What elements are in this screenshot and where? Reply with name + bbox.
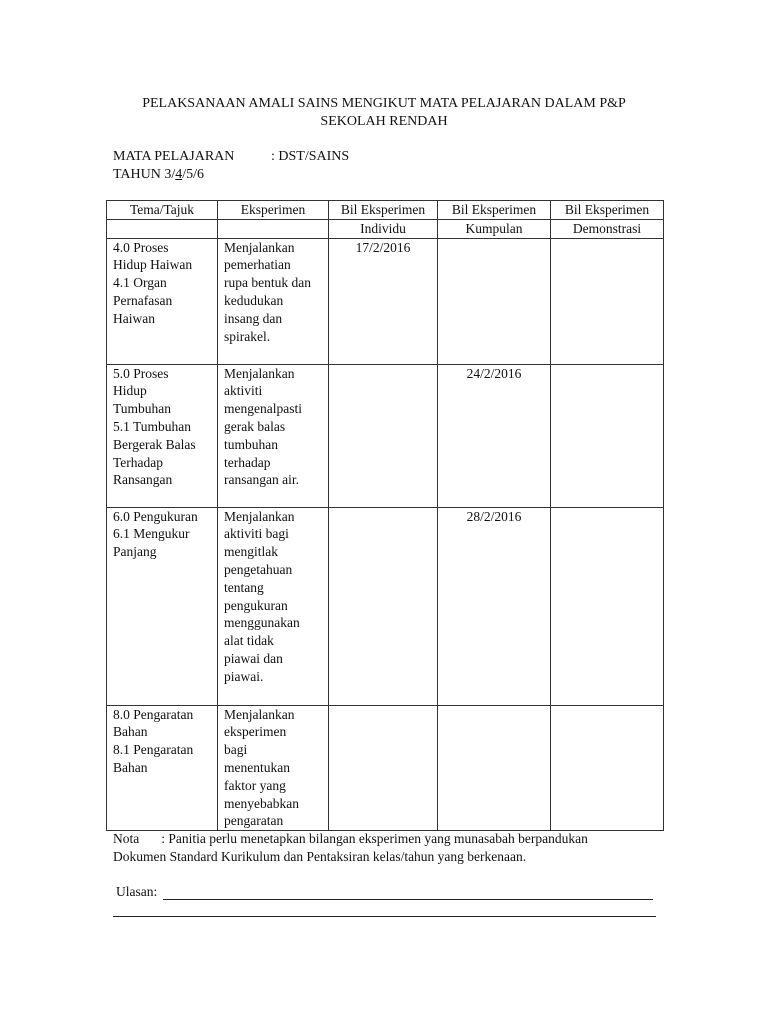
kumpulan-cell bbox=[438, 705, 551, 831]
note-text-2: Dokumen Standard Kurikulum dan Pentaksiran kelas/tahun yang berkenaan. bbox=[113, 849, 527, 864]
cell-line: Tumbuhan bbox=[113, 401, 172, 417]
year-rest: /5/6 bbox=[182, 167, 205, 182]
individu-cell bbox=[329, 364, 438, 507]
table-row bbox=[107, 364, 664, 507]
cell-line: Pernafasan bbox=[113, 292, 173, 308]
header-bil-kumpulan: Bil Eksperimen bbox=[438, 201, 551, 220]
demonstrasi-cell bbox=[551, 238, 664, 364]
cell-line: Ransangan bbox=[113, 472, 173, 488]
eksperimen-cell bbox=[218, 238, 329, 364]
tema-cell bbox=[107, 364, 218, 507]
cell-line: menyebabkan bbox=[224, 795, 299, 811]
eksperimen-cell bbox=[218, 507, 329, 705]
demonstrasi-cell bbox=[551, 364, 664, 507]
header-eksperimen: Eksperimen bbox=[218, 201, 329, 220]
tema-cell bbox=[107, 238, 218, 364]
ulasan-label: Ulasan: bbox=[116, 884, 158, 899]
cell-line: Menjalankan bbox=[224, 239, 295, 255]
title-line-1: PELAKSANAAN AMALI SAINS MENGIKUT MATA PELAJARAN DALAM P&P bbox=[142, 96, 626, 111]
cell-line: bagi bbox=[224, 742, 248, 758]
title-line-2: SEKOLAH RENDAH bbox=[320, 114, 448, 129]
note bbox=[113, 830, 673, 866]
table-row bbox=[107, 507, 664, 705]
cell-line: ransangan air. bbox=[224, 472, 299, 488]
cell-line: pengaratan bbox=[224, 813, 284, 829]
cell-line: Menjalankan bbox=[224, 706, 295, 722]
kumpulan-cell: 28/2/2016 bbox=[438, 507, 551, 705]
cell-line: aktiviti bagi bbox=[224, 526, 289, 542]
table-row bbox=[107, 238, 664, 364]
cell-line: Menjalankan bbox=[224, 508, 295, 524]
cell-line: 8.0 Pengaratan bbox=[113, 706, 194, 722]
cell-line: terhadap bbox=[224, 454, 271, 470]
cell-line: mengenalpasti bbox=[224, 401, 302, 417]
header-bil-individu: Bil Eksperimen bbox=[329, 201, 438, 220]
header-kumpulan: Kumpulan bbox=[438, 219, 551, 238]
cell-line: spirakel. bbox=[224, 328, 271, 344]
header-tema: Tema/Tajuk bbox=[107, 201, 218, 220]
year-label: TAHUN 3/ bbox=[113, 167, 176, 182]
demonstrasi-cell bbox=[551, 705, 664, 831]
cell-line: Hidup bbox=[113, 383, 147, 399]
cell-line: 6.0 Pengukuran bbox=[113, 508, 198, 524]
header-individu: Individu bbox=[329, 219, 438, 238]
cell-line: pemerhatian bbox=[224, 257, 291, 273]
cell-line: rupa bentuk dan bbox=[224, 275, 311, 291]
cell-line: aktiviti bbox=[224, 383, 263, 399]
cell-line: alat tidak bbox=[224, 633, 274, 649]
cell-line: tentang bbox=[224, 579, 264, 595]
cell-line: Haiwan bbox=[113, 310, 155, 326]
cell-line: Bergerak Balas bbox=[113, 436, 196, 452]
individu-cell bbox=[329, 705, 438, 831]
cell-line: faktor yang bbox=[224, 777, 286, 793]
eksperimen-cell bbox=[218, 364, 329, 507]
cell-line: eksperimen bbox=[224, 724, 287, 740]
cell-line: tumbuhan bbox=[224, 436, 278, 452]
cell-line: 6.1 Mengukur bbox=[113, 526, 190, 542]
header-row-2 bbox=[107, 219, 664, 238]
cell-line: 4.1 Organ bbox=[113, 275, 167, 291]
header-blank-1 bbox=[107, 219, 218, 238]
subject-line bbox=[113, 148, 349, 166]
cell-line: insang dan bbox=[224, 310, 283, 326]
kumpulan-cell bbox=[438, 238, 551, 364]
experiment-table bbox=[106, 200, 664, 831]
cell-line: 5.1 Tumbuhan bbox=[113, 418, 192, 434]
subject-value: : DST/SAINS bbox=[271, 149, 350, 164]
demonstrasi-cell bbox=[551, 507, 664, 705]
cell-line: Menjalankan bbox=[224, 365, 295, 381]
cell-line: 4.0 Proses bbox=[113, 239, 169, 255]
cell-line: Terhadap bbox=[113, 454, 164, 470]
header-demonstrasi: Demonstrasi bbox=[551, 219, 664, 238]
year-selected: 4 bbox=[175, 167, 183, 182]
cell-line: gerak balas bbox=[224, 418, 286, 434]
header-blank-2 bbox=[218, 219, 329, 238]
cell-line: Bahan bbox=[113, 724, 148, 740]
kumpulan-cell: 24/2/2016 bbox=[438, 364, 551, 507]
eksperimen-cell bbox=[218, 705, 329, 831]
year-line bbox=[113, 166, 204, 184]
tema-cell bbox=[107, 507, 218, 705]
ulasan-line-2[interactable] bbox=[113, 916, 656, 917]
tema-cell bbox=[107, 705, 218, 831]
cell-line: kedudukan bbox=[224, 292, 284, 308]
header-bil-demonstrasi: Bil Eksperimen bbox=[551, 201, 664, 220]
ulasan-line-1[interactable] bbox=[163, 899, 653, 900]
document-title bbox=[0, 95, 768, 131]
cell-line: pengukuran bbox=[224, 597, 288, 613]
cell-line: menentukan bbox=[224, 759, 290, 775]
header-row-1 bbox=[107, 201, 664, 220]
cell-line: 5.0 Proses bbox=[113, 365, 169, 381]
note-label: Nota bbox=[113, 831, 140, 846]
cell-line: pengetahuan bbox=[224, 561, 293, 577]
cell-line: piawai dan bbox=[224, 650, 283, 666]
cell-line: Hidup Haiwan bbox=[113, 257, 193, 273]
cell-line: Panjang bbox=[113, 544, 157, 560]
cell-line: menggunakan bbox=[224, 615, 300, 631]
subject-label: MATA PELAJARAN bbox=[113, 149, 235, 164]
cell-line: 8.1 Pengaratan bbox=[113, 742, 194, 758]
note-text-1: : Panitia perlu menetapkan bilangan eksperimen yang munasabah berpandukan bbox=[161, 831, 588, 846]
individu-cell: 17/2/2016 bbox=[329, 238, 438, 364]
cell-line: Bahan bbox=[113, 759, 148, 775]
cell-line: mengitlak bbox=[224, 544, 278, 560]
cell-line: piawai. bbox=[224, 668, 264, 684]
table-row bbox=[107, 705, 664, 831]
individu-cell bbox=[329, 507, 438, 705]
